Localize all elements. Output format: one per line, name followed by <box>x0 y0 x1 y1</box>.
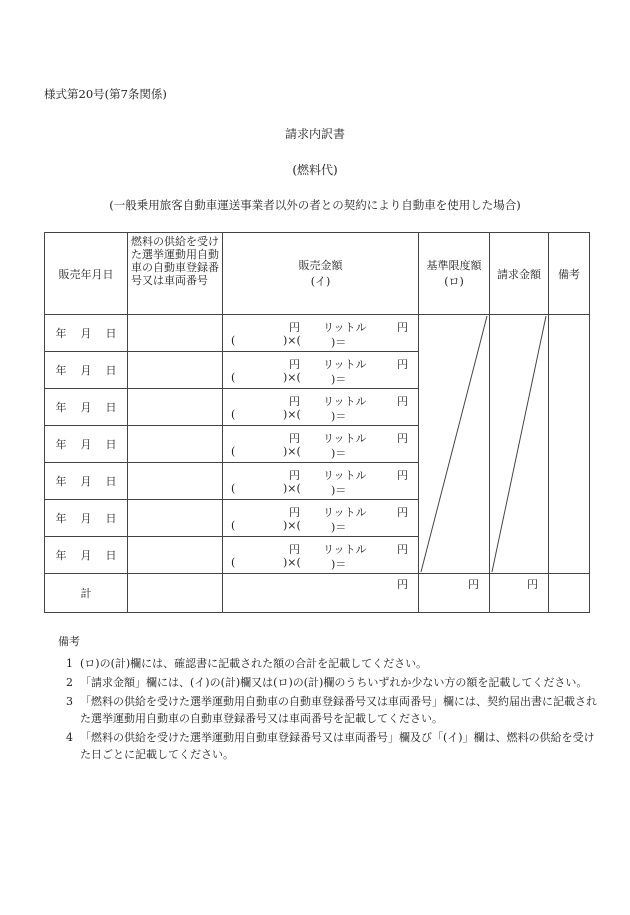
date-cell[interactable] <box>45 315 128 352</box>
times-mark: )×( <box>283 482 301 495</box>
document-subtitle: (燃料代) <box>292 163 338 177</box>
date-cell[interactable] <box>45 389 128 426</box>
diagonal-slash <box>490 315 548 573</box>
note-number: 2 <box>66 676 73 689</box>
day-mark: 日 <box>105 512 117 525</box>
equals-mark: )＝ <box>331 558 347 571</box>
date-cell[interactable] <box>45 463 128 500</box>
liter-unit: リットル <box>323 321 367 334</box>
times-mark: )×( <box>283 371 301 384</box>
sales-amount-cell[interactable] <box>223 352 419 389</box>
note-text: 「燃料の供給を受けた選挙運動用自動車の自動車登録番号又は車両番号」欄には、契約届出書に記載された選挙運動用自動車の自動車登録番号又は車両番号を記載してください。 <box>80 695 597 725</box>
total-claim-amount-cell[interactable] <box>490 574 549 613</box>
sales-amount-cell[interactable] <box>223 463 419 500</box>
times-mark: )×( <box>283 519 301 532</box>
yen-unit: 円 <box>397 358 408 371</box>
notes-heading: 備考 <box>58 635 80 648</box>
limit-amount-slashed-cell <box>419 315 490 574</box>
note-text: 「燃料の供給を受けた選挙運動用自動車登録番号又は車両番号」欄及び「(イ)」欄は、燃料の供給を受けた日ごとに記載してください。 <box>80 731 595 761</box>
total-vehicle-cell <box>128 574 223 613</box>
year-mark: 年 <box>55 475 67 488</box>
note-text: 「請求金額」欄には、(イ)の(計)欄又は(ロ)の(計)欄のうちいずれか少ない方の額を記載してください。 <box>80 676 588 689</box>
sales-amount-cell[interactable] <box>223 537 419 574</box>
month-mark: 月 <box>80 512 92 525</box>
total-label: 計 <box>45 574 128 613</box>
day-mark: 日 <box>105 475 117 488</box>
table-header-row <box>45 233 590 315</box>
yen-unit: 円 <box>289 358 300 371</box>
month-mark: 月 <box>80 364 92 377</box>
form-number: 様式第20号(第7条関係) <box>44 87 167 101</box>
total-row <box>45 574 590 613</box>
remarks-cell[interactable] <box>549 315 590 574</box>
header-sales-date: 販売年月日 <box>45 233 128 315</box>
year-mark: 年 <box>55 401 67 414</box>
liter-unit: リットル <box>323 543 367 556</box>
header-sales-label: 販売金額 <box>298 258 343 272</box>
header-remarks: 備考 <box>549 233 590 315</box>
sales-amount-cell[interactable] <box>223 426 419 463</box>
day-mark: 日 <box>105 438 117 451</box>
day-mark: 日 <box>105 364 117 377</box>
yen-unit: 円 <box>289 506 300 519</box>
year-mark: 年 <box>55 549 67 562</box>
day-mark: 日 <box>105 549 117 562</box>
yen-unit: 円 <box>289 469 300 482</box>
times-mark: )×( <box>283 556 301 569</box>
note-item <box>58 693 598 727</box>
header-sales-mark: (イ) <box>310 274 331 288</box>
total-sales-amount-cell[interactable] <box>223 574 419 613</box>
header-sales-amount <box>223 233 419 315</box>
paren-open: ( <box>231 519 236 532</box>
diagonal-slash <box>419 315 489 573</box>
vehicle-number-cell[interactable] <box>128 389 223 426</box>
year-mark: 年 <box>55 327 67 340</box>
note-item <box>58 655 598 672</box>
vehicle-number-cell[interactable] <box>128 352 223 389</box>
yen-unit: 円 <box>289 395 300 408</box>
header-limit-mark: (ロ) <box>444 274 464 288</box>
date-cell[interactable] <box>45 500 128 537</box>
paren-open: ( <box>231 445 236 458</box>
header-limit-label: 基準限度額 <box>426 258 482 272</box>
paren-open: ( <box>231 334 236 347</box>
note-item <box>58 729 598 763</box>
month-mark: 月 <box>80 475 92 488</box>
month-mark: 月 <box>80 438 92 451</box>
header-limit-amount <box>419 233 490 315</box>
times-mark: )×( <box>283 408 301 421</box>
month-mark: 月 <box>80 549 92 562</box>
claim-amount-slashed-cell <box>490 315 549 574</box>
paren-open: ( <box>231 482 236 495</box>
paren-open: ( <box>231 556 236 569</box>
table-row <box>45 315 590 352</box>
times-mark: )×( <box>283 445 301 458</box>
note-text: (ロ)の(計)欄には、確認書に記載された額の合計を記載してください。 <box>80 657 428 670</box>
sales-amount-cell[interactable] <box>223 500 419 537</box>
equals-mark: )＝ <box>331 336 347 349</box>
vehicle-number-cell[interactable] <box>128 315 223 352</box>
paren-open: ( <box>231 408 236 421</box>
yen-unit: 円 <box>289 321 300 334</box>
date-cell[interactable] <box>45 426 128 463</box>
yen-unit: 円 <box>468 578 479 591</box>
equals-mark: )＝ <box>331 373 347 386</box>
equals-mark: )＝ <box>331 410 347 423</box>
day-mark: 日 <box>105 401 117 414</box>
sales-amount-cell[interactable] <box>223 389 419 426</box>
note-number: 3 <box>66 695 73 708</box>
document-title: 請求内訳書 <box>284 127 345 141</box>
note-item <box>58 674 598 691</box>
yen-unit: 円 <box>527 578 538 591</box>
vehicle-number-cell[interactable] <box>128 537 223 574</box>
yen-unit: 円 <box>397 432 408 445</box>
yen-unit: 円 <box>289 543 300 556</box>
yen-unit: 円 <box>397 543 408 556</box>
date-cell[interactable] <box>45 537 128 574</box>
equals-mark: )＝ <box>331 484 347 497</box>
note-number: 4 <box>66 731 73 744</box>
year-mark: 年 <box>55 438 67 451</box>
liter-unit: リットル <box>323 358 367 371</box>
liter-unit: リットル <box>323 432 367 445</box>
yen-unit: 円 <box>397 321 408 334</box>
day-mark: 日 <box>105 327 117 340</box>
times-mark: )×( <box>283 334 301 347</box>
total-limit-amount-cell[interactable] <box>419 574 490 613</box>
yen-unit: 円 <box>397 578 408 591</box>
equals-mark: )＝ <box>331 447 347 460</box>
header-vehicle-number: 燃料の供給を受けた選挙運動用自動車の自動車登録番号又は車両番号 <box>128 233 223 315</box>
month-mark: 月 <box>80 327 92 340</box>
liter-unit: リットル <box>323 395 367 408</box>
header-claim-amount: 請求金額 <box>490 233 549 315</box>
claim-breakdown-table <box>44 232 590 613</box>
paren-open: ( <box>231 371 236 384</box>
sales-amount-cell[interactable] <box>223 315 419 352</box>
note-number: 1 <box>66 657 73 670</box>
year-mark: 年 <box>55 364 67 377</box>
month-mark: 月 <box>80 401 92 414</box>
yen-unit: 円 <box>289 432 300 445</box>
vehicle-number-cell[interactable] <box>128 500 223 537</box>
yen-unit: 円 <box>397 469 408 482</box>
vehicle-number-cell[interactable] <box>128 463 223 500</box>
document-condition: (一般乗用旅客自動車運送事業者以外の者との契約により自動車を使用した場合) <box>109 198 521 212</box>
notes-section <box>58 633 598 765</box>
date-cell[interactable] <box>45 352 128 389</box>
equals-mark: )＝ <box>331 521 347 534</box>
yen-unit: 円 <box>397 506 408 519</box>
liter-unit: リットル <box>323 506 367 519</box>
total-remarks-cell[interactable] <box>549 574 590 613</box>
vehicle-number-cell[interactable] <box>128 426 223 463</box>
liter-unit: リットル <box>323 469 367 482</box>
year-mark: 年 <box>55 512 67 525</box>
yen-unit: 円 <box>397 395 408 408</box>
